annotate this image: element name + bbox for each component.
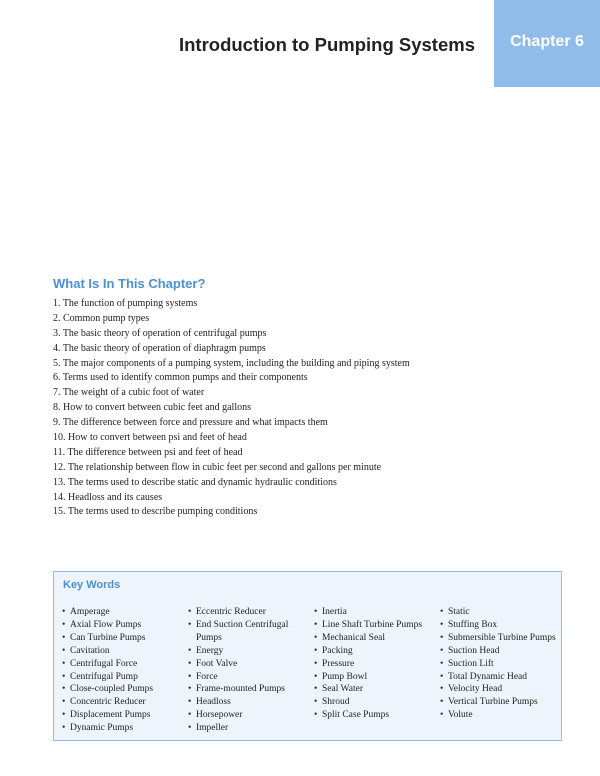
- list-item: 12. The relationship between flow in cubic feet per second and gallons per minute: [53, 461, 382, 473]
- key-word: • Line Shaft Turbine Pumps: [314, 619, 434, 632]
- key-word: • Pump Bowl: [314, 671, 434, 684]
- key-word: • Volute: [440, 709, 558, 722]
- key-word: • Velocity Head: [440, 683, 558, 696]
- key-word: • Pressure: [314, 658, 434, 671]
- key-word: • Stuffing Box: [440, 619, 558, 632]
- page-title: Introduction to Pumping Systems: [178, 34, 475, 55]
- list-item: 13. The terms used to describe static and dynamic hydraulic conditions: [53, 476, 337, 488]
- list-item: 3. The basic theory of operation of centrifugal pumps: [53, 327, 267, 339]
- key-word: • Seal Water: [314, 683, 434, 696]
- key-word: • Eccentric Reducer: [188, 606, 310, 619]
- key-word: • Vertical Turbine Pumps: [440, 696, 558, 709]
- key-word: • Centrifugal Pump: [62, 671, 182, 684]
- key-word: • Suction Lift: [440, 658, 558, 671]
- chapter-contents-list: [53, 297, 410, 520]
- key-word: • Horsepower: [188, 709, 310, 722]
- key-word: • Static: [440, 606, 558, 619]
- list-item: 11. The difference between psi and feet of head: [53, 446, 243, 458]
- key-words-column-2: [188, 606, 310, 735]
- key-word: • Dynamic Pumps: [62, 722, 182, 735]
- list-item: 5. The major components of a pumping system, including the building and piping system: [53, 357, 410, 369]
- key-word: • Shroud: [314, 696, 434, 709]
- key-word: • Frame-mounted Pumps: [188, 683, 310, 696]
- key-words-heading: Key Words: [63, 579, 121, 591]
- key-word: • End Suction Centrifugal Pumps: [188, 619, 310, 645]
- list-item: 9. The difference between force and pressure and what impacts them: [53, 417, 328, 429]
- key-word: • Mechanical Seal: [314, 632, 434, 645]
- key-word: • Suction Head: [440, 645, 558, 658]
- key-word: • Close-coupled Pumps: [62, 683, 182, 696]
- key-word: • Displacement Pumps: [62, 709, 182, 722]
- key-word: • Cavitation: [62, 645, 182, 658]
- chapter-tab: [494, 0, 600, 87]
- key-word: • Foot Valve: [188, 658, 310, 671]
- list-item: 4. The basic theory of operation of diaphragm pumps: [53, 342, 266, 354]
- key-word: • Energy: [188, 645, 310, 658]
- key-word: • Inertia: [314, 606, 434, 619]
- key-word: • Force: [188, 671, 310, 684]
- key-word: • Centrifugal Force: [62, 658, 182, 671]
- chapter-label: Chapter 6: [510, 33, 584, 50]
- key-word: • Impeller: [188, 722, 310, 735]
- key-words-column-3: [314, 606, 434, 722]
- key-word: • Total Dynamic Head: [440, 671, 558, 684]
- list-item: 1. The function of pumping systems: [53, 298, 198, 309]
- key-word: • Can Turbine Pumps: [62, 632, 182, 645]
- key-words-box: [53, 571, 562, 741]
- key-words-column-4: [440, 606, 558, 722]
- list-item: 10. How to convert between psi and feet of head: [53, 432, 247, 444]
- list-item: 2. Common pump types: [53, 312, 150, 324]
- list-item: 14. Headloss and its causes: [53, 491, 163, 503]
- list-item: 6. Terms used to identify common pumps and their components: [53, 372, 308, 384]
- key-word: • Headloss: [188, 696, 310, 709]
- key-word: • Split Case Pumps: [314, 709, 434, 722]
- key-word: • Concentric Reducer: [62, 696, 182, 709]
- key-word: • Amperage: [62, 606, 182, 619]
- key-words-column-1: [62, 606, 182, 735]
- list-item: 7. The weight of a cubic foot of water: [53, 387, 205, 399]
- key-word: • Axial Flow Pumps: [62, 619, 182, 632]
- key-word: • Submersible Turbine Pumps: [440, 632, 558, 645]
- chapter-contents-heading: What Is In This Chapter?: [53, 276, 206, 291]
- key-word: • Packing: [314, 645, 434, 658]
- list-item: 8. How to convert between cubic feet and gallons: [53, 402, 251, 414]
- list-item: 15. The terms used to describe pumping conditions: [53, 506, 258, 518]
